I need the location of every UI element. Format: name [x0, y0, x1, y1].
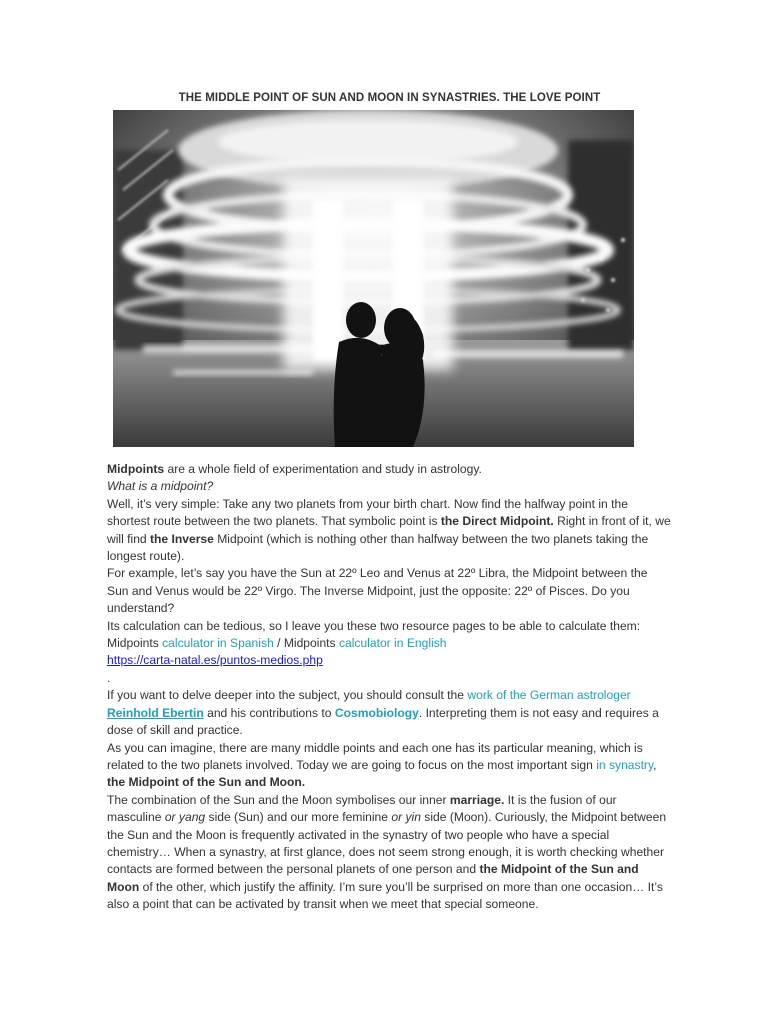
- text: . Interpreting them is not easy and requires a dose of skill and practice.: [107, 705, 659, 738]
- paragraph-sun-moon: [107, 792, 672, 914]
- text: Well, it’s very simple: Take any two planets from your birth chart. Now find the halfway point in the shortest route between the two planets. That symbolic point is: [107, 496, 628, 529]
- bold-text: the Inverse: [150, 531, 214, 546]
- text: of the other, which justify the affinity. I’m sure you’ll be surprised on more than one occasion… It’s also a point that can be activated by transit when we meet that special someone.: [107, 879, 663, 912]
- paragraph-midpoints-intro: [107, 461, 672, 478]
- text: Right in front of it, we will find: [107, 514, 671, 546]
- italic-text: or yang: [164, 810, 206, 825]
- link-in-synastry[interactable]: in synastry: [596, 757, 654, 772]
- text: Midpoint (which is nothing other than halfway between the two planets taking the longest route).: [107, 531, 649, 564]
- bold-text: Midpoints: [107, 462, 165, 476]
- text: are a whole field of experimentation and study in astrology.: [164, 462, 482, 476]
- link-reinhold-ebertin[interactable]: Reinhold Ebertin: [107, 705, 204, 720]
- text: It is the fusion of our masculine: [107, 792, 617, 825]
- paragraph-dot: [107, 670, 672, 687]
- text: and his contributions to: [203, 705, 335, 720]
- link-cosmobiology[interactable]: Cosmobiology: [334, 705, 419, 720]
- article: [107, 92, 672, 914]
- couple-carousel-photo: [113, 110, 634, 447]
- paragraph-example: [107, 565, 672, 617]
- paragraph-explanation: [107, 496, 672, 566]
- italic-text: or yin: [391, 810, 421, 825]
- text: As you can imagine, there are many middle points and each one has its particular meaning, which is related to the two planets involved. Today we are going to focus on the most important sign: [107, 740, 643, 772]
- paragraph-middle-points: [107, 740, 672, 792]
- link-calculator-spanish[interactable]: calculator in Spanish: [162, 636, 274, 651]
- text: Its calculation can be tedious, so I leave you these two resource pages to be able to calculate them: Midpoints: [107, 618, 641, 651]
- paragraph-ebertin: [107, 687, 672, 739]
- bold-text: the Midpoint of the Sun and Moon.: [107, 775, 306, 790]
- bold-text: marriage.: [449, 792, 505, 807]
- paragraph-resources: [107, 618, 672, 653]
- text: ,: [653, 757, 657, 772]
- link-calculator-english[interactable]: calculator in English: [338, 636, 447, 651]
- text: / Midpoints: [273, 636, 339, 651]
- link-german-astrologer-work[interactable]: work of the German astrologer: [467, 688, 631, 703]
- text: side (Moon). Curiously, the Midpoint between the Sun and the Moon is frequently activated in the synastry of two people who have a special chemistry… When a synastry, at first glance, does not seem strong enough, it is worth checking whether contacts are formed between the personal planets of one person and: [107, 810, 667, 877]
- text: side (Sun) and our more feminine: [205, 810, 392, 825]
- link-carta-natal-url[interactable]: https://carta-natal.es/puntos-medios.php: [107, 653, 323, 668]
- article-title: THE MIDDLE POINT OF SUN AND MOON IN SYNASTRIES. THE LOVE POINT: [178, 92, 601, 104]
- bold-text: the Midpoint of the Sun and Moon: [107, 862, 639, 894]
- text: .: [107, 670, 111, 685]
- text: The combination of the Sun and the Moon symbolises our inner: [107, 792, 450, 807]
- article-body: [107, 461, 672, 914]
- paragraph-url: [107, 652, 672, 669]
- text: For example, let’s say you have the Sun at 22º Leo and Venus at 22º Libra, the Midpoint between the Sun and Venus would be 22º Virgo. The Inverse Midpoint, just the opposite: 22º of Pisces. Do you understand?: [107, 566, 648, 616]
- bold-text: the Direct Midpoint.: [440, 514, 554, 529]
- text: If you want to delve deeper into the subject, you should consult the: [107, 688, 468, 703]
- italic-text: What is a midpoint?: [107, 479, 214, 494]
- question-what-is-midpoint: [107, 478, 672, 495]
